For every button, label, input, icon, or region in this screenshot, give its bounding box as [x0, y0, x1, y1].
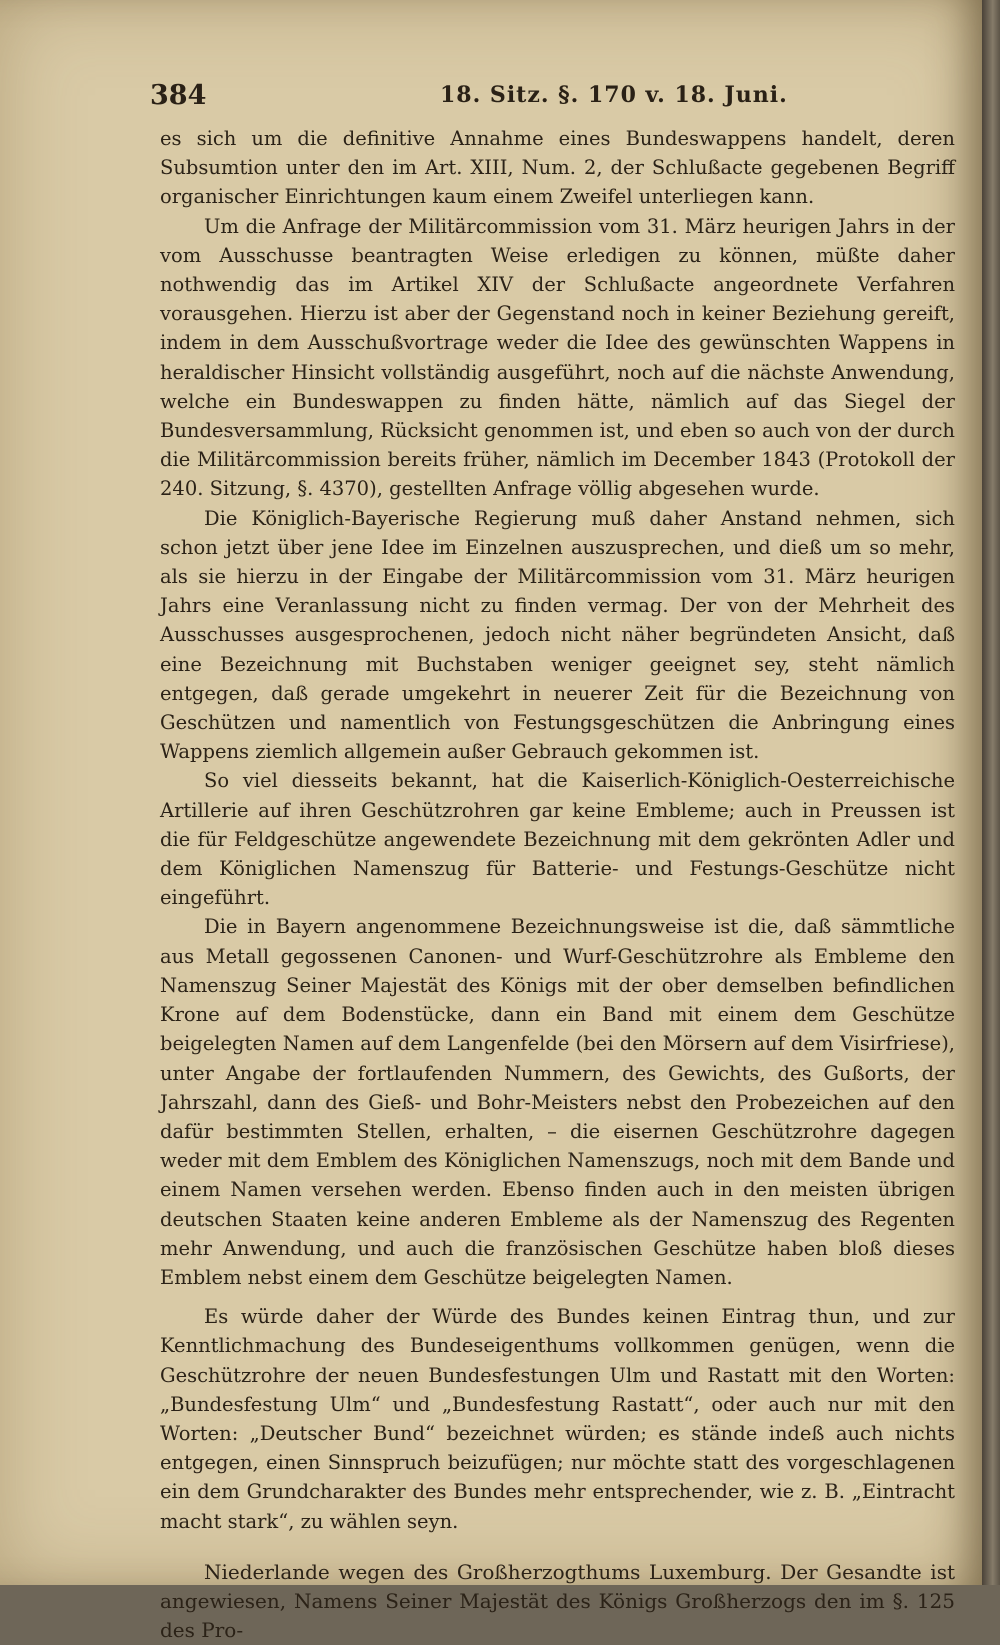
paragraph: es sich um die definitive Annahme eines Bundeswappens handelt, deren Subsumtion unter den im Art. XIII, Num. 2, der Schlußacte gegebenen Begriff organischer Einrichtungen kaum einem Zweifel unterliegen kann. [160, 127, 955, 209]
book-edge [982, 0, 1000, 1585]
page-header [150, 80, 950, 120]
paragraph: Die Königlich-Bayerische Regierung muß daher Anstand nehmen, sich schon jetzt über jene Idee im Einzelnen auszusprechen, und dieß um so mehr, als sie hierzu in der Eingabe der Militärcommission vom 31. März heurigen Jahrs eine Veranlassung nicht zu finden vermag. Der von der Mehrheit des Ausschusses ausgesprochenen, jedoch nicht näher begründeten Ansicht, daß eine Bezeichnung mit Buchstaben weniger geeignet sey, steht nämlich entgegen, daß gerade umgekehrt in neuerer Zeit für die Bezeichnung von Geschützen und namentlich von Festungsgeschützen die Anbringung eines Wappens ziemlich allgemein außer Gebrauch gekommen ist. [160, 506, 955, 764]
body-text [160, 124, 955, 1645]
paragraph: Die in Bayern angenommene Bezeichnungsweise ist die, daß sämmtliche aus Metall gegossenen Canonen- und Wurf-Geschützrohre als Embleme den Namenszug Seiner Majestät des Königs mit der ober demselben befindlichen Krone auf dem Bodenstücke, dann ein Band mit einem dem Geschütze beigelegten Namen auf dem Langenfelde (bei den Mörsern auf dem Visirfriese), unter Angabe der fortlaufenden Nummern, des Gewichts, des Gußorts, der Jahrszahl, dann des Gieß- und Bohr-Meisters nebst den Probezeichen auf den dafür bestimmten Stellen, erhalten, – die eisernen Geschützrohre dagegen weder mit dem Emblem des Königlichen Namenszugs, noch mit dem Bande und einem Namen versehen werden. Ebenso finden auch in den meisten übrigen deutschen Staaten keine anderen Embleme als der Namenszug des Regenten mehr Anwendung, und auch die französischen Geschütze haben bloß dieses Emblem nebst einem dem Geschütze beigelegten Namen. [160, 915, 955, 1289]
paragraph: Es würde daher der Würde des Bundes keinen Eintrag thun, und zur Kenntlichmachung des Bundeseigenthums vollkommen genügen, wenn die Geschützrohre der neuen Bundesfestungen Ulm und Rastatt mit den Worten: „Bundesfestung Ulm“ und „Bundesfestung Rastatt“, oder auch nur mit den Worten: „Deutscher Bund“ bezeichnet würden; es stände indeß auch nichts entgegen, einen Sinnspruch beizufügen; nur möchte statt des vorgeschlagenen ein dem Grundcharakter des Bundes mehr entsprechender, wie z. B. „Eintracht macht stark“, zu wählen seyn. [160, 1305, 955, 1533]
page-number: 384 [150, 80, 207, 111]
running-head: 18. Sitz. §. 170 v. 18. Juni. [440, 82, 788, 108]
paragraph: So viel diesseits bekannt, hat die Kaiserlich-Königlich-Oesterreichische Artillerie auf ihren Geschützrohren gar keine Embleme; auch in Preussen ist die für Feldgeschütze angewendete Bezeichnung mit dem gekrönten Adler und dem Königlichen Namenszug für Batterie- und Festungs-Geschütze nicht eingeführt. [160, 769, 955, 910]
paragraph: Niederlande wegen des Großherzogthums Luxemburg. Der Gesandte ist angewiesen, Namens Seiner Majestät des Königs Großherzogs den im §. 125 des Pro- [160, 1559, 955, 1643]
paragraph: Um die Anfrage der Militärcommission vom 31. März heurigen Jahrs in der vom Ausschusse beantragten Weise erledigen zu können, müßte daher nothwendig das im Artikel XIV der Schlußacte angeordnete Verfahren vorausgehen. Hierzu ist aber der Gegenstand noch in keiner Beziehung gereift, indem in dem Ausschußvortrage weder die Idee des gewünschten Wappens in heraldischer Hinsicht vollständig ausgeführt, noch auf die nächste Anwendung, welche ein Bundeswappen zu finden hätte, nämlich auf das Siegel der Bundesversammlung, Rücksicht genommen ist, und eben so auch von der durch die Militärcommission bereits früher, nämlich im December 1843 (Protokoll der 240. Sitzung, §. 4370), gestellten Anfrage völlig abgesehen wurde. [160, 214, 955, 501]
